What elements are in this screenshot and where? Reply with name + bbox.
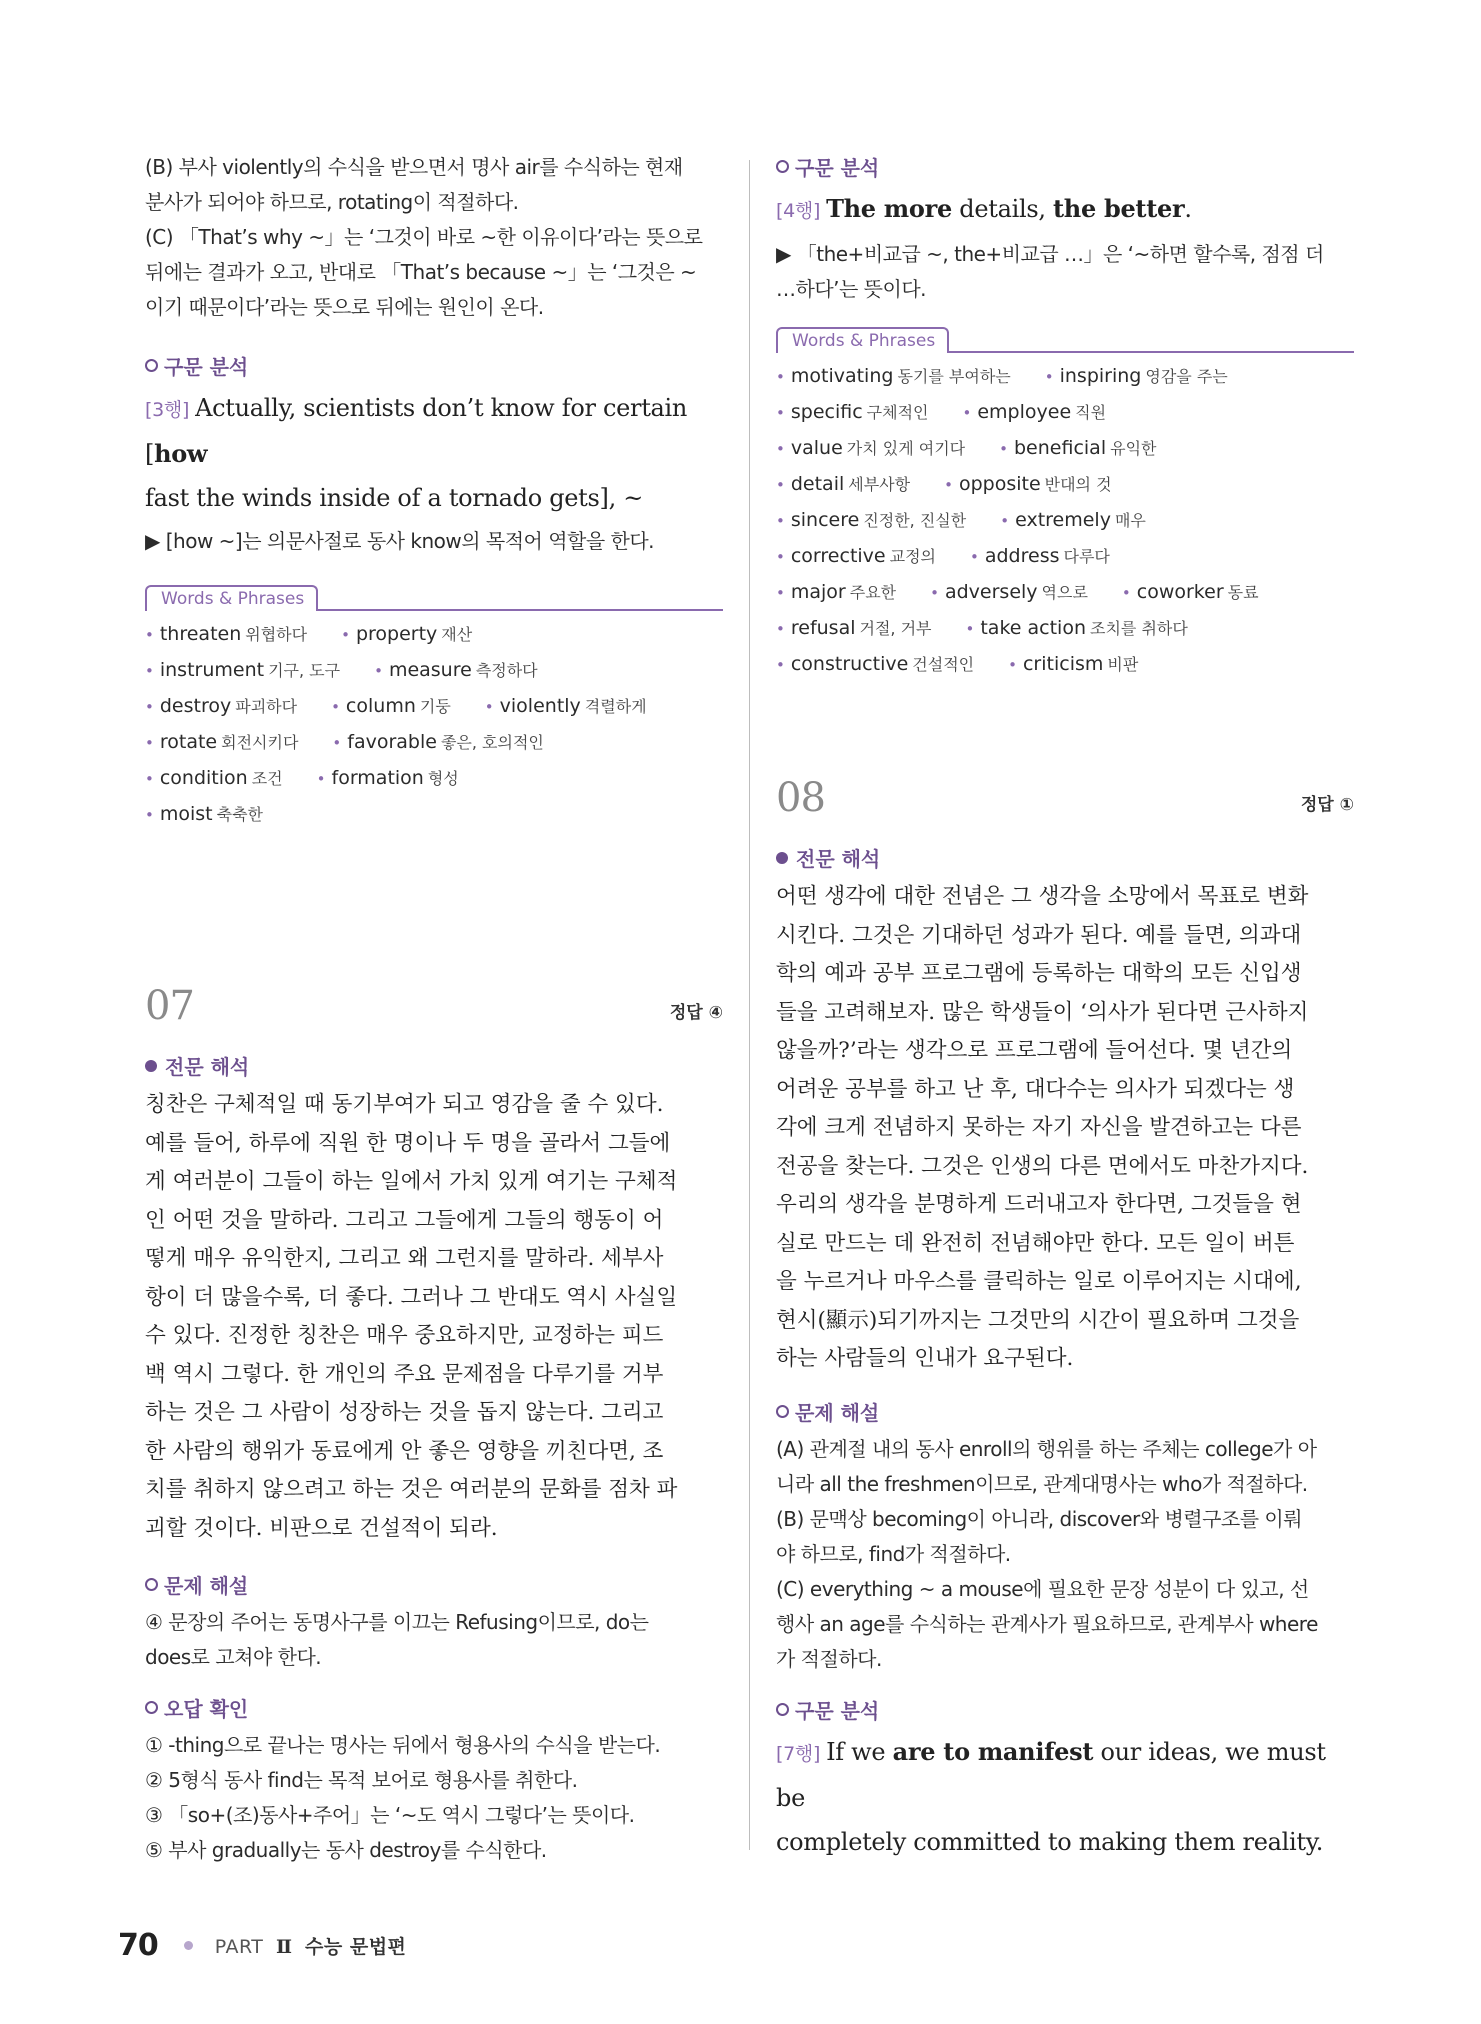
circle-bullet-icon xyxy=(145,1578,158,1591)
text-line: (C) 「That’s why ~」는 ‘그것이 바로 ~한 이유이다’라는 뜻으로 xyxy=(145,225,703,249)
vocab-meaning: 회전시키다 xyxy=(221,733,299,752)
vocab-meaning: 격렬하게 xyxy=(584,697,647,716)
line-number: [7행] xyxy=(776,1742,821,1765)
vocab-word: value xyxy=(790,437,843,459)
vocab-row xyxy=(776,359,1354,395)
left-column xyxy=(145,150,723,1868)
translation-line: 항이 더 많을수록, 더 좋다. 그러나 그 반대도 역시 사실일 xyxy=(145,1284,678,1310)
translation-line: 한 사람의 행위가 동료에게 안 좋은 영향을 끼친다면, 조 xyxy=(145,1438,664,1464)
vocab-item xyxy=(776,431,965,467)
vocab-item xyxy=(966,611,1188,647)
vocab-item xyxy=(962,395,1106,431)
vocab-meaning: 직원 xyxy=(1075,403,1107,422)
translation-line: 하는 것은 그 사람이 성장하는 것을 돕지 않는다. 그리고 xyxy=(145,1400,664,1425)
question-header-08 xyxy=(776,775,1354,821)
vocab-row xyxy=(776,431,1354,467)
explanation-line: (C) everything ~ a mouse에 필요한 문장 성분이 다 있고, 선 xyxy=(776,1576,1309,1601)
vocab-item xyxy=(999,431,1156,467)
vocab-item xyxy=(970,539,1110,575)
translation-line: 현시(顯示)되기까지는 그것만의 시간이 필요하며 그것을 xyxy=(776,1307,1300,1333)
vocab-meaning: 다루다 xyxy=(1063,547,1110,566)
vocab-word: destroy xyxy=(159,695,232,717)
vocab-item xyxy=(776,395,928,431)
vocab-word: motivating xyxy=(790,365,894,387)
vocab-row xyxy=(145,725,723,761)
explanation-line: 니라 all the freshmen이므로, 관계대명사는 who가 적절하다. xyxy=(776,1471,1308,1496)
vocab-meaning: 동기를 부여하는 xyxy=(897,367,1011,386)
explanation-line: (A) 관계절 내의 동사 enroll의 행위를 하는 주체는 college가 아 xyxy=(776,1436,1317,1461)
circle-bullet-icon xyxy=(145,1701,158,1714)
vocab-word: refusal xyxy=(790,617,856,639)
problem-explanation xyxy=(776,1432,1354,1677)
vocab-word: opposite xyxy=(958,473,1041,495)
vocab-row xyxy=(776,539,1354,575)
vocab-meaning: 기둥 xyxy=(419,697,451,716)
vocab-word: threaten xyxy=(159,623,242,645)
vocab-row xyxy=(776,647,1354,683)
vocab-word: major xyxy=(790,581,846,603)
wrong-answer-item: ① -thing으로 끝나는 명사는 뒤에서 형용사의 수식을 받는다. xyxy=(145,1733,661,1757)
text-line: 분사가 되어야 하므로, rotating이 적절하다. xyxy=(145,190,519,214)
translation-line: 학의 예과 공부 프로그램에 등록하는 대학의 모든 신입생 xyxy=(776,961,1302,986)
vocab-word: adversely xyxy=(944,581,1038,603)
vocab-word: condition xyxy=(159,767,248,789)
vocab-row xyxy=(145,761,723,797)
vocab-word: take action xyxy=(980,617,1086,639)
vocab-item xyxy=(145,617,307,653)
vocab-item xyxy=(331,689,451,725)
vocab-row xyxy=(776,611,1354,647)
translation-line: 어떤 생각에 대한 전념은 그 생각을 소망에서 목표로 변화 xyxy=(776,884,1309,909)
words-phrases-box xyxy=(145,585,723,833)
line-number: [4행] xyxy=(776,200,821,222)
vocab-meaning: 반대의 것 xyxy=(1044,475,1112,494)
vocab-word: address xyxy=(984,545,1060,567)
circle-bullet-icon xyxy=(776,1405,789,1418)
words-phrases-box xyxy=(776,327,1354,683)
explanation-line: 행사 an age를 수식하는 관계사가 필요하므로, 관계부사 where xyxy=(776,1611,1318,1636)
vocab-word: rotate xyxy=(159,731,218,753)
translation-line: 인 어떤 것을 말하라. 그리고 그들에게 그들의 행동이 어 xyxy=(145,1207,664,1233)
vocab-row xyxy=(145,653,723,689)
vocab-item xyxy=(374,653,538,689)
translation-line: 들을 고려해보자. 많은 학생들이 ‘의사가 된다면 근사하지 xyxy=(776,999,1309,1025)
text-line: 이기 때문이다’라는 뜻으로 뒤에는 원인이 온다. xyxy=(145,295,544,319)
translation-heading: 전문 해석 xyxy=(776,843,1354,872)
explanation-continued xyxy=(145,150,723,325)
translation-line: 수 있다. 진정한 칭찬은 매우 중요하지만, 교정하는 피드 xyxy=(145,1323,664,1348)
vocab-meaning: 비판 xyxy=(1107,655,1139,674)
vocab-meaning: 거절, 거부 xyxy=(859,619,932,638)
vocab-word: moist xyxy=(159,803,213,825)
circle-bullet-icon xyxy=(776,160,789,173)
words-phrases-label: Words & Phrases xyxy=(145,585,318,611)
translation-line: 을 누르거나 마우스를 클릭하는 일로 이루어지는 시대에, xyxy=(776,1269,1302,1294)
translation-line: 괴할 것이다. 비판으로 건설적이 되라. xyxy=(145,1515,498,1541)
vocab-meaning: 위협하다 xyxy=(245,625,308,644)
words-phrases-label: Words & Phrases xyxy=(776,327,949,353)
vocab-item xyxy=(485,689,647,725)
translation-line: 각에 크게 전념하지 못하는 자기 자신을 발견하고는 다른 xyxy=(776,1115,1302,1140)
vocab-item xyxy=(776,647,974,683)
vocab-meaning: 형성 xyxy=(427,769,459,788)
syntax-example-2: [7행] If we are to manifest our ideas, we must be xyxy=(776,1736,1326,1812)
text-line: 뒤에는 결과가 오고, 반대로 「That’s because ~」는 ‘그것은 ~ xyxy=(145,260,697,284)
problem-explanation-heading: 문제 해설 xyxy=(776,1397,1354,1426)
vocab-item xyxy=(776,539,936,575)
vocab-meaning: 매우 xyxy=(1114,511,1146,530)
vocab-meaning: 진정한, 진실한 xyxy=(863,511,967,530)
translation-line: 백 역시 그렇다. 한 개인의 주요 문제점을 다루기를 거부 xyxy=(145,1361,664,1387)
vocab-word: beneficial xyxy=(1014,437,1107,459)
vocab-item xyxy=(1000,503,1146,539)
page-number: 70 xyxy=(118,1928,158,1963)
wrong-answer-heading: 오답 확인 xyxy=(145,1693,723,1722)
translation-line: 예를 들어, 하루에 직원 한 명이나 두 명을 골라서 그들에 xyxy=(145,1130,671,1156)
vocab-item xyxy=(776,611,932,647)
syntax-note: ▶ [how ~]는 의문사절로 동사 know의 목적어 역할을 한다. xyxy=(145,529,655,553)
wrong-answer-item: ③ 「so+(조)동사+주어」는 ‘~도 역시 그렇다’는 뜻이다. xyxy=(145,1803,635,1827)
filled-bullet-icon xyxy=(776,852,788,864)
wrong-answer-item: ② 5형식 동사 find는 목적 보어로 형용사를 취한다. xyxy=(145,1768,578,1792)
vocab-word: favorable xyxy=(347,731,437,753)
answer-label: 정답 ① xyxy=(1300,795,1354,815)
explanation-line: (B) 문맥상 becoming이 아니라, discover와 병렬구조를 이뤄 xyxy=(776,1506,1303,1531)
vocab-word: sincere xyxy=(790,509,860,531)
note-line: …하다’는 뜻이다. xyxy=(776,277,926,301)
vocab-meaning: 조건 xyxy=(251,769,283,788)
translation-line: 하는 사람들의 인내가 요구된다. xyxy=(776,1346,1074,1371)
translation-line: 게 여러분이 그들이 하는 일에서 가치 있게 여기는 구체적 xyxy=(145,1169,678,1194)
wrong-answer-item: ⑤ 부사 gradually는 동사 destroy를 수식한다. xyxy=(145,1838,547,1862)
line-number: [3행] xyxy=(145,399,190,421)
vocab-word: constructive xyxy=(790,653,909,675)
vocab-word: employee xyxy=(977,401,1072,423)
vocab-item xyxy=(1008,647,1138,683)
vocab-meaning: 유익한 xyxy=(1110,439,1157,458)
question-header-07 xyxy=(145,983,723,1029)
vocab-item xyxy=(145,725,298,761)
syntax-example: [4행] The more details, the better. xyxy=(776,194,1192,223)
vocab-meaning: 구체적인 xyxy=(866,403,929,422)
vocab-word: detail xyxy=(790,473,845,495)
translation-line: 떻게 매우 유익한지, 그리고 왜 그런지를 말하라. 세부사 xyxy=(145,1246,664,1271)
full-translation xyxy=(145,1086,723,1548)
vocab-meaning: 가치 있게 여기다 xyxy=(846,439,966,458)
vocab-word: extremely xyxy=(1015,509,1111,531)
note-line: ▶ 「the+비교급 ~, the+비교급 …」은 ‘~하면 할수록, 점점 더 xyxy=(776,242,1324,266)
vocab-meaning: 교정의 xyxy=(889,547,936,566)
translation-line: 어려운 공부를 하고 난 후, 대다수는 의사가 되겠다는 생 xyxy=(776,1076,1295,1102)
vocab-word: measure xyxy=(388,659,472,681)
vocab-meaning: 파괴하다 xyxy=(235,697,298,716)
explanation-line: ④ 문장의 주어는 동명사구를 이끄는 Refusing이므로, do는 xyxy=(145,1610,649,1634)
vocab-item xyxy=(332,725,543,761)
vocab-word: inspiring xyxy=(1059,365,1142,387)
vocab-row xyxy=(776,503,1354,539)
vocab-list xyxy=(776,359,1354,683)
circle-bullet-icon xyxy=(776,1703,789,1716)
vocab-item xyxy=(776,359,1011,395)
vocab-row xyxy=(776,467,1354,503)
vocab-word: violently xyxy=(499,695,581,717)
vocab-word: criticism xyxy=(1022,653,1104,675)
vocab-word: specific xyxy=(790,401,863,423)
vocab-meaning: 기구, 도구 xyxy=(268,661,341,680)
vocab-word: column xyxy=(345,695,416,717)
vocab-meaning: 조치를 취하다 xyxy=(1090,619,1188,638)
translation-heading: 전문 해석 xyxy=(145,1051,723,1080)
vocab-item xyxy=(145,797,263,833)
vocab-item xyxy=(145,653,340,689)
syntax-analysis-heading: 구문 분석 xyxy=(776,152,1354,181)
translation-line: 치를 취하지 않으려고 하는 것은 여러분의 문화를 점차 파 xyxy=(145,1477,678,1502)
part-label: PART Ⅱ 수능 문법편 xyxy=(214,1936,407,1958)
vocab-list xyxy=(145,617,723,833)
vocab-item xyxy=(1122,575,1259,611)
problem-explanation-heading: 문제 해설 xyxy=(145,1570,723,1599)
vocab-item xyxy=(1045,359,1228,395)
vocab-item xyxy=(944,467,1111,503)
vocab-item xyxy=(776,467,910,503)
column-divider xyxy=(749,160,750,1850)
answer-label: 정답 ④ xyxy=(669,1003,723,1023)
translation-line: 전공을 찾는다. 그것은 인생의 다른 면에서도 마찬가지다. xyxy=(776,1153,1309,1179)
text-line: (B) 부사 violently의 수식을 받으면서 명사 air를 수식하는 현재 xyxy=(145,155,683,179)
vocab-meaning: 세부사항 xyxy=(848,475,911,494)
vocab-word: coworker xyxy=(1136,581,1224,603)
syntax-example: [3행] Actually, scientists don’t know for certain [how xyxy=(145,394,688,468)
full-translation xyxy=(776,878,1354,1379)
syntax-note xyxy=(776,237,1354,307)
vocab-meaning: 좋은, 호의적인 xyxy=(440,733,544,752)
translation-line: 우리의 생각을 분명하게 드러내고자 한다면, 그것들을 현 xyxy=(776,1192,1302,1217)
vocab-word: corrective xyxy=(790,545,886,567)
circle-bullet-icon xyxy=(145,359,158,372)
vocab-row xyxy=(776,575,1354,611)
vocab-item xyxy=(776,503,966,539)
syntax-analysis-heading: 구문 분석 xyxy=(145,351,723,380)
right-column xyxy=(776,152,1354,1864)
explanation-line: 가 적절하다. xyxy=(776,1646,882,1671)
translation-line: 않을까?’라는 생각으로 프로그램에 들어선다. 몇 년간의 xyxy=(776,1038,1293,1063)
vocab-row xyxy=(145,617,723,653)
page-footer xyxy=(118,1928,406,1963)
translation-line: 실로 만드는 데 완전히 전념해야만 한다. 모든 일이 버튼 xyxy=(776,1230,1295,1256)
vocab-word: instrument xyxy=(159,659,265,681)
translation-line: 시킨다. 그것은 기대하던 성과가 된다. 예를 들면, 의과대 xyxy=(776,922,1302,948)
vocab-item xyxy=(145,689,297,725)
explanation-line: does로 고쳐야 한다. xyxy=(145,1645,322,1669)
vocab-item xyxy=(930,575,1088,611)
vocab-meaning: 측정하다 xyxy=(475,661,538,680)
vocab-meaning: 동료 xyxy=(1227,583,1259,602)
vocab-meaning: 축축한 xyxy=(216,805,263,824)
vocab-meaning: 건설적인 xyxy=(912,655,975,674)
footer-dot-icon xyxy=(184,1941,193,1950)
problem-explanation xyxy=(145,1605,723,1675)
vocab-row xyxy=(145,797,723,833)
filled-bullet-icon xyxy=(145,1060,157,1072)
vocab-item xyxy=(776,575,896,611)
vocab-item xyxy=(317,761,459,797)
vocab-meaning: 역으로 xyxy=(1041,583,1088,602)
vocab-meaning: 재산 xyxy=(441,625,473,644)
question-number: 07 xyxy=(145,983,194,1029)
translation-line: 칭찬은 구체적일 때 동기부여가 되고 영감을 줄 수 있다. xyxy=(145,1092,664,1117)
vocab-meaning: 주요한 xyxy=(849,583,897,602)
vocab-word: formation xyxy=(331,767,424,789)
syntax-analysis-heading-2: 구문 분석 xyxy=(776,1695,1354,1724)
syntax-example-2-line2: completely committed to making them reality. xyxy=(776,1827,1324,1856)
question-number: 08 xyxy=(776,775,825,821)
vocab-word: property xyxy=(355,623,438,645)
syntax-example-line2: fast the winds inside of a tornado gets], ~ xyxy=(145,484,644,512)
vocab-meaning: 영감을 주는 xyxy=(1145,367,1228,386)
vocab-item xyxy=(145,761,283,797)
vocab-item xyxy=(341,617,472,653)
vocab-row xyxy=(776,395,1354,431)
explanation-line: 야 하므로, find가 적절하다. xyxy=(776,1541,1011,1566)
wrong-answer-list xyxy=(145,1728,723,1868)
vocab-row xyxy=(145,689,723,725)
